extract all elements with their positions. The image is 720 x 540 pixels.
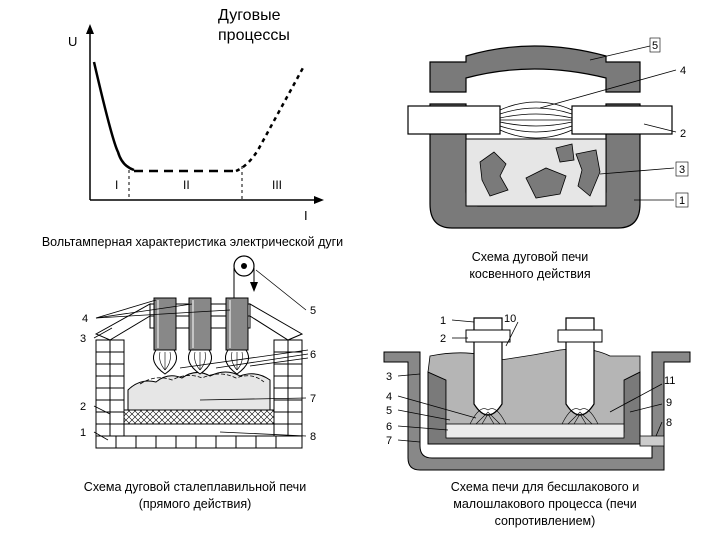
vac-y-arrow [86, 24, 94, 34]
slagless-label-6: 6 [386, 421, 393, 433]
slagless-bath [428, 349, 640, 432]
steel-label-6: 6 [310, 349, 317, 361]
vac-curve-falling [94, 62, 134, 170]
steel-label-5: 5 [310, 305, 317, 317]
slagless-label-4: 4 [386, 391, 393, 403]
vac-x-label: I [304, 208, 308, 223]
slagless-tap-spout [640, 436, 664, 446]
indirect-label-5: 5 [652, 40, 659, 52]
slagless-caption: Схема печи для бесшлакового и малошлакового процесса (печи сопротивлением) [450, 480, 640, 528]
steel-furnace [80, 256, 316, 448]
slagless-label-11: 11 [664, 375, 676, 387]
slagless-label-3: 3 [386, 371, 393, 383]
vac-x-arrow [314, 196, 324, 204]
indirect-arc [500, 102, 572, 138]
steel-label-3: 3 [80, 333, 87, 345]
indirect-electrode-right [572, 106, 672, 134]
slagless-label-2: 2 [440, 333, 447, 345]
vac-curve-rising [236, 66, 304, 171]
slagless-metal [446, 424, 624, 438]
steel-electrode-2 [188, 298, 211, 374]
indirect-label-2: 2 [680, 128, 687, 140]
vac-region-3: III [272, 178, 283, 192]
steel-electrode-3 [225, 298, 248, 374]
indirect-roof [430, 46, 640, 92]
indirect-label-1: 1 [679, 195, 686, 207]
indirect-label-3: 3 [679, 164, 686, 176]
indirect-electrode-left [408, 106, 500, 134]
steel-hearth [124, 410, 274, 424]
vac-caption: Вольтамперная характеристика электрической дуги [41, 235, 344, 249]
steel-label-4: 4 [82, 313, 89, 325]
page-title: Дуговые процессы [218, 7, 290, 44]
indirect-label-4: 4 [680, 65, 687, 77]
slagless-furnace [384, 313, 690, 470]
slagless-label-9: 9 [666, 397, 673, 409]
slagless-label-1: 1 [440, 315, 447, 327]
steel-pulley [234, 256, 258, 298]
indirect-caption: Схема дуговой печи косвенного действия [469, 250, 591, 281]
slagless-label-7: 7 [386, 435, 393, 447]
slagless-label-5: 5 [386, 405, 393, 417]
slagless-label-10: 10 [504, 313, 517, 325]
steel-caption: Схема дуговой сталеплавильной печи (прямого действия) [83, 480, 307, 511]
steel-bath [128, 372, 270, 410]
vac-region-2: II [183, 178, 190, 192]
vac-chart [68, 24, 324, 223]
vac-region-1: I [115, 178, 119, 192]
steel-label-7: 7 [310, 393, 317, 405]
slagless-label-8: 8 [666, 417, 673, 429]
indirect-furnace [408, 38, 688, 228]
steel-label-2: 2 [80, 401, 87, 413]
steel-label-1: 1 [80, 427, 87, 439]
steel-label-8: 8 [310, 431, 317, 443]
vac-y-label: U [68, 34, 78, 49]
